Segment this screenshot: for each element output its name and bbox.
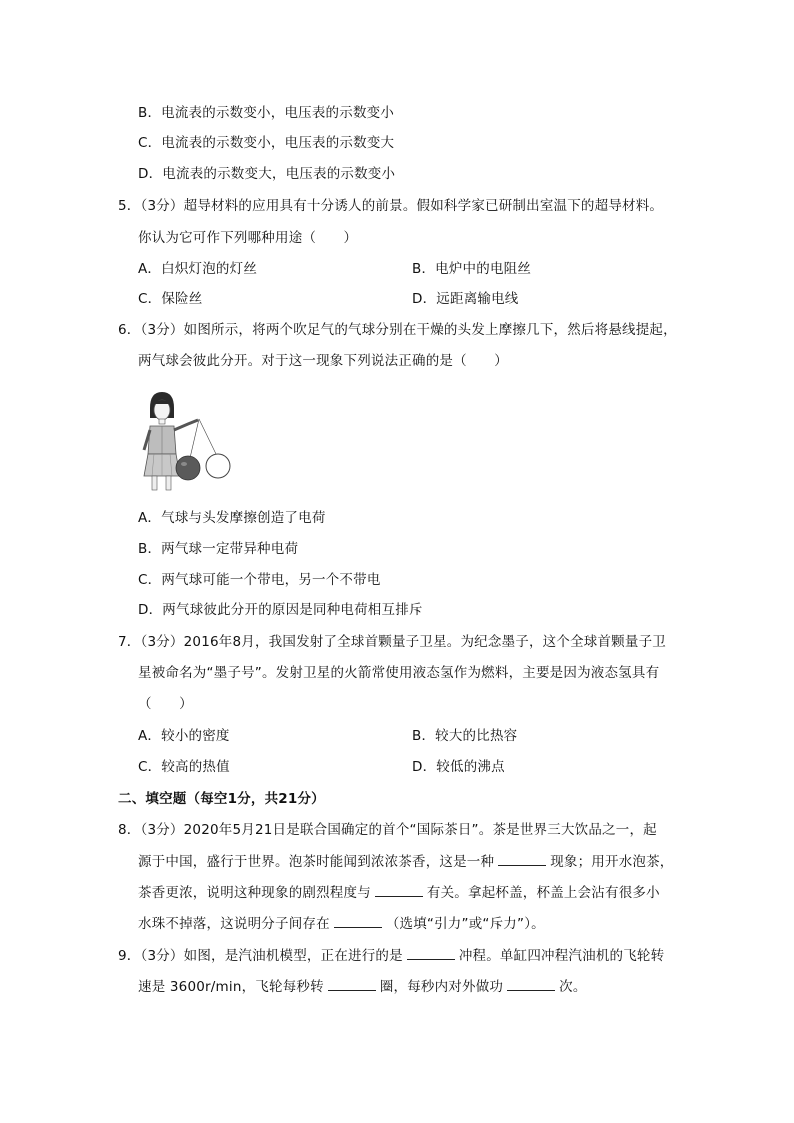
section-heading: 二、填空题（每空1分，共21分） (118, 791, 325, 807)
q8-text: 现象；用开水泡茶， (550, 854, 674, 870)
q8-text: 源于中国，盛行于世界。泡茶时能闻到浓浓茶香，这是一种 (138, 854, 495, 870)
q7-option-a: A．较小的密度 (138, 728, 230, 744)
q7-option-c: C．较高的热值 (138, 759, 230, 775)
q5-option-b: B．电炉中的电阻丝 (412, 261, 532, 277)
q6-option-b: B．两气球一定带异种电荷 (138, 541, 299, 557)
girl-balloons-illustration (138, 388, 238, 493)
q5-stem-line1: 5．（3分）超导材料的应用具有十分诱人的前景。假如科学家已研制出室温下的超导材料。 (118, 198, 664, 214)
q7-option-d: D．较低的沸点 (412, 759, 505, 775)
q5-stem-line2: 你认为它可作下列哪种用途（ ） (138, 230, 358, 246)
q5-option-d: D．远距离输电线 (412, 291, 519, 307)
answer-blank[interactable] (507, 976, 555, 991)
q6-option-c: C．两气球可能一个带电，另一个不带电 (138, 572, 381, 588)
q8-text: 水珠不掉落，这说明分子间存在 (138, 916, 330, 932)
q8-text: 茶香更浓，说明这种现象的剧烈程度与 (138, 885, 371, 901)
answer-blank[interactable] (407, 945, 455, 960)
q6-stem-line1: 6．（3分）如图所示，将两个吹足气的气球分别在干燥的头发上摩擦几下，然后将悬线提起， (118, 322, 677, 338)
q8-stem-line3 (138, 882, 660, 903)
q5-option-a: A．白炽灯泡的灯丝 (138, 261, 258, 277)
answer-blank[interactable] (328, 976, 376, 991)
q9-text: 圈，每秒内对外做功 (379, 979, 504, 995)
q4-option-b: B．电流表的示数变小，电压表的示数变小 (138, 105, 395, 121)
q8-stem-line1: 8．（3分）2020年5月21日是联合国确定的首个“国际茶日”。茶是世界三大饮品之一，起 (118, 822, 657, 838)
q9-text: 9．（3分）如图，是汽油机模型，正在进行的是 (118, 948, 403, 964)
q7-stem-line2: 星被命名为“墨子号”。发射卫星的火箭常使用液态氢作为燃料，主要是因为液态氢具有 (138, 665, 660, 681)
answer-blank[interactable] (498, 851, 546, 866)
q9-text: 速是 3600r/min，飞轮每秒转 (138, 979, 324, 995)
q8-stem-line4 (138, 913, 545, 934)
q8-text: （选填“引力”或“斥力”）。 (385, 916, 545, 932)
q7-stem-line3: （ ） (138, 696, 193, 712)
q5-option-c: C．保险丝 (138, 291, 203, 307)
q8-text: 有关。拿起杯盖，杯盖上会沾有很多小 (426, 885, 660, 901)
q9-stem-line1 (118, 945, 664, 966)
answer-blank[interactable] (375, 882, 423, 897)
q6-option-a: A．气球与头发摩擦创造了电荷 (138, 510, 326, 526)
q4-option-d: D．电流表的示数变大，电压表的示数变小 (138, 166, 396, 182)
q6-stem-line2: 两气球会彼此分开。对于这一现象下列说法正确的是（ ） (138, 353, 508, 369)
q4-option-c: C．电流表的示数变小，电压表的示数变大 (138, 135, 395, 151)
q9-text: 冲程。单缸四冲程汽油机的飞轮转 (458, 948, 665, 964)
q7-stem-line1: 7．（3分）2016年8月，我国发射了全球首颗量子卫星。为纪念墨子，这个全球首颗量子卫 (118, 634, 666, 650)
q7-option-b: B．较大的比热容 (412, 728, 518, 744)
q8-stem-line2 (138, 851, 674, 872)
q6-option-d: D．两气球彼此分开的原因是同种电荷相互排斥 (138, 602, 423, 618)
q9-stem-line2 (138, 976, 587, 997)
q9-text: 次。 (559, 979, 587, 995)
answer-blank[interactable] (334, 913, 382, 928)
